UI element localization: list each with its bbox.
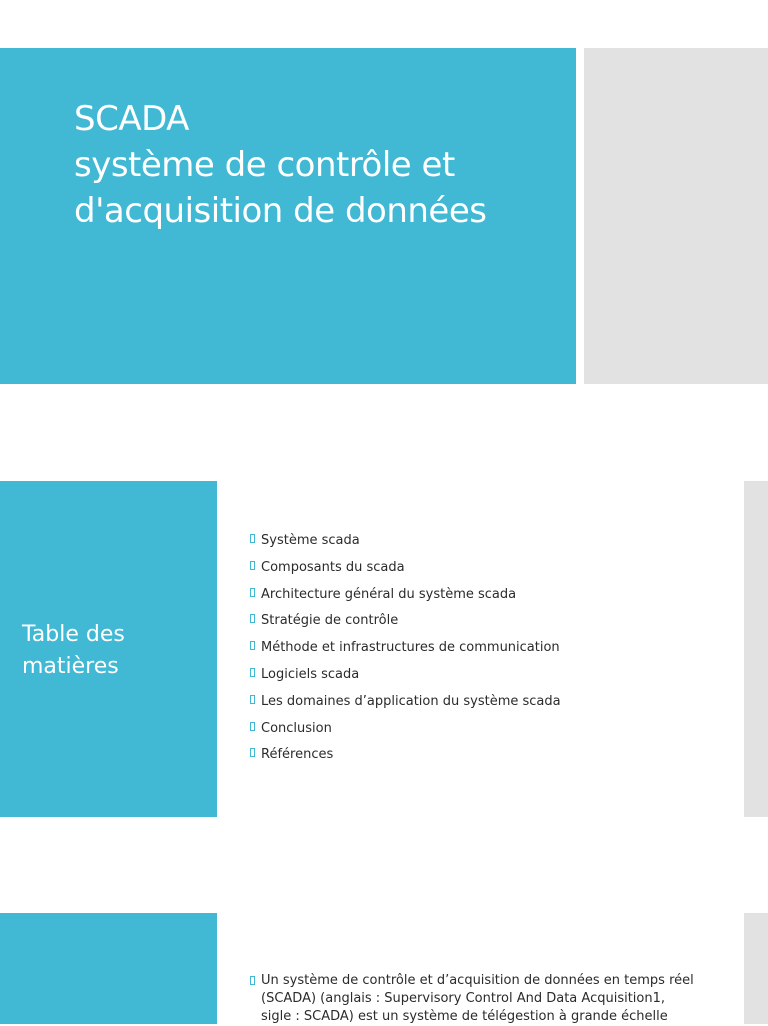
toc-item-label: Architecture général du système scada: [261, 586, 517, 602]
toc-item: [248, 637, 561, 664]
toc-item-label: Méthode et infrastructures de communication: [261, 640, 560, 656]
intro-paragraph-line: Un système de contrôle et d’acquisition de données en temps réel: [261, 973, 694, 988]
toc-item: [248, 691, 561, 718]
toc-item: [248, 584, 561, 611]
toc-item-label: Composants du scada: [261, 559, 405, 575]
toc-item-label: Stratégie de contrôle: [261, 613, 399, 629]
bullet-icon: [250, 561, 255, 570]
table-of-contents: [248, 530, 561, 771]
intro-paragraph-text: [248, 972, 718, 1026]
bullet-icon: [250, 588, 255, 597]
bullet-icon: [250, 748, 255, 757]
toc-item-label: Système scada: [261, 533, 360, 548]
toc-heading-line: matières: [22, 654, 119, 679]
content-slide-panel: [0, 913, 217, 1024]
slide-title-line: SCADA: [74, 99, 189, 139]
intro-paragraph-line: sigle : SCADA) est un système de télégestion à grande échelle: [261, 1009, 668, 1024]
bullet-icon: [250, 976, 255, 985]
toc-item: [248, 718, 561, 745]
bullet-icon: [250, 614, 255, 623]
intro-paragraph-line: (SCADA) (anglais : Supervisory Control And Data Acquisition1,: [261, 991, 666, 1006]
bullet-icon: [250, 695, 255, 704]
toc-heading-line: Table des: [22, 622, 125, 647]
toc-item: [248, 557, 561, 584]
toc-item: [248, 664, 561, 691]
bullet-icon: [250, 641, 255, 650]
toc-item-label: Conclusion: [261, 720, 332, 736]
bullet-icon: [250, 668, 255, 677]
toc-item: [248, 744, 561, 771]
toc-heading: [22, 619, 212, 683]
toc-side-panel: [744, 481, 768, 817]
toc-item: [248, 530, 561, 557]
content-side-panel: [744, 913, 768, 1024]
bullet-icon: [250, 722, 255, 731]
bullet-icon: [250, 534, 255, 543]
slide-title: [74, 96, 564, 234]
toc-item-label: Références: [261, 747, 334, 763]
toc-item: [248, 610, 561, 637]
slide-title-line: système de contrôle et: [74, 145, 455, 185]
slide-title-line: d'acquisition de données: [74, 191, 487, 231]
toc-item-label: Les domaines d’application du système scada: [261, 693, 561, 709]
title-slide-side-panel: [584, 48, 768, 384]
toc-item-label: Logiciels scada: [261, 666, 360, 682]
intro-paragraph: [248, 972, 718, 1026]
